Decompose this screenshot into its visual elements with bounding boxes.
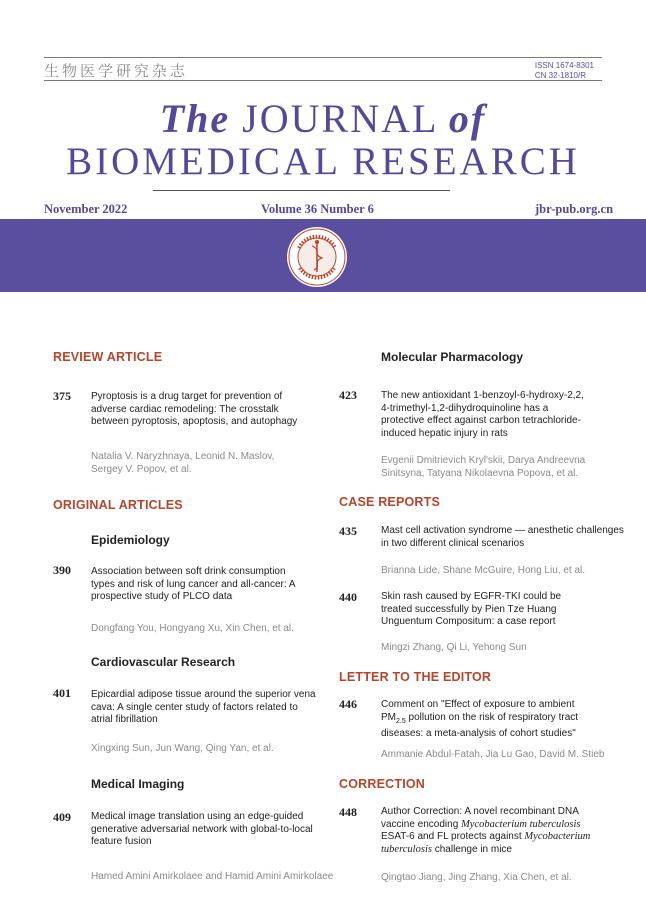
imaging-page-number: 409 xyxy=(53,810,71,824)
header-rule xyxy=(44,80,602,81)
title-journal: JOURNAL xyxy=(242,96,437,141)
case2-article-authors: Mingzi Zhang, Qi Li, Yehong Sun xyxy=(381,642,527,653)
case-reports-heading: CASE REPORTS xyxy=(339,495,441,509)
issn-number: ISSN 1674-8301 xyxy=(534,61,594,70)
case1-page-number: 435 xyxy=(339,524,357,538)
journal-title-line1 xyxy=(0,95,646,142)
cardio-article-authors: Xingxing Sun, Jun Wang, Qing Yan, et al. xyxy=(91,743,274,754)
case1-article-authors: Brianna Lide, Shane McGuire, Hong Liu, et al. xyxy=(381,565,586,576)
subheading-medical-imaging: Medical Imaging xyxy=(91,777,185,791)
issue-date: November 2022 xyxy=(44,202,128,216)
original-articles-heading: ORIGINAL ARTICLES xyxy=(53,498,183,512)
pharm-page-number: 423 xyxy=(339,388,357,402)
review-article-authors: Natalia V. Naryzhnaya, Leonid N. Maslov, Sergey V. Popov, et al. xyxy=(91,451,275,475)
case2-article-title[interactable]: Skin rash caused by EGFR-TKI could be treated successfully by Pien Tze Huang Unguentum Compositum: a case report xyxy=(381,591,562,627)
review-article-title[interactable]: Pyroptosis is a drug target for prevention of adverse cardiac remodeling: The crosstalk between pyroptosis, apoptosis, and autophagy xyxy=(91,391,298,427)
title-of: of xyxy=(448,96,487,141)
epidemiology-article-authors: Dongfang You, Hongyang Xu, Xin Chen, et al. xyxy=(91,623,294,634)
correction-article-authors: Qingtao Jiang, Jing Zhang, Xia Chen, et al. xyxy=(381,872,572,883)
cardio-article-title[interactable]: Epicardial adipose tissue around the superior vena cava: A single center study of factors related to atrial fibrillation xyxy=(91,689,316,725)
issn-block xyxy=(535,61,594,81)
pharm-article-title[interactable]: The new antioxidant 1-benzoyl-6-hydroxy-2,2, 4-trimethyl-1,2-dihydroquinoline has a protective effect against carbon tetrachloride-induced hepatic injury in rats xyxy=(381,390,584,439)
epidemiology-article-title[interactable]: Association between soft drink consumption types and risk of lung cancer and all-cancer: A prospective study of PLCO data xyxy=(91,566,296,602)
issue-volume: Volume 36 Number 6 xyxy=(261,202,374,216)
imaging-article-authors: Hamed Amini Amirkolaee and Hamid Amini Amirkolaee xyxy=(91,871,334,882)
case1-article-title[interactable]: Mast cell activation syndrome — anesthetic challenges in two different clinical scenarios xyxy=(381,525,624,549)
subheading-molecular-pharmacology: Molecular Pharmacology xyxy=(381,350,524,364)
correction-title-part2: ESAT-6 and FL protects against xyxy=(381,831,525,842)
pharm-article-authors: Evgenii Dmitrievich Kryl'skii, Darya Andreevna Sinitsyna, Tatyana Nikolaevna Popova, et al. xyxy=(381,455,586,479)
correction-title-species2: Mycobacterium tuberculosis xyxy=(381,831,591,855)
journal-website[interactable]: jbr-pub.org.cn xyxy=(535,202,614,216)
letter-article-authors: Ammanie Abdul-Fatah, Jia Lu Gao, David M. Stieb xyxy=(381,749,605,760)
correction-title-species1: Mycobacterium tuberculosis xyxy=(461,818,581,830)
journal-title-line2: BIOMEDICAL RESEARCH xyxy=(66,140,580,183)
journal-seal-logo xyxy=(286,226,348,288)
correction-title-part1: Author Correction: A novel recombinant DNA vaccine encoding xyxy=(381,806,579,830)
correction-title-part3: challenge in mice xyxy=(431,843,512,855)
letter-article-title[interactable] xyxy=(381,699,601,741)
imaging-article-title[interactable]: Medical image translation using an edge-guided generative adversarial network with global-to-local feature fusion xyxy=(91,811,313,847)
cn-number: CN 32-1810/R xyxy=(534,71,586,80)
correction-heading: CORRECTION xyxy=(339,777,426,791)
top-rule xyxy=(44,57,602,58)
cardio-page-number: 401 xyxy=(53,686,71,700)
review-page-number: 375 xyxy=(53,389,71,403)
subheading-epidemiology: Epidemiology xyxy=(91,533,170,547)
chinese-journal-title: 生物医学研究杂志 xyxy=(44,62,189,80)
correction-article-title[interactable] xyxy=(381,806,596,856)
letter-to-editor-heading: LETTER TO THE EDITOR xyxy=(339,670,492,684)
letter-title-part2: pollution on the risk of respiratory tract diseases: a meta-analysis of cohort studies" xyxy=(381,711,579,739)
correction-page-number: 448 xyxy=(339,805,357,819)
review-article-heading: REVIEW ARTICLE xyxy=(53,350,163,364)
title-the: The xyxy=(159,96,231,141)
letter-title-subscript: 2.5 xyxy=(396,717,406,725)
epidemiology-page-number: 390 xyxy=(53,563,71,577)
letter-title-part1: Comment on "Effect of exposure to ambient PM xyxy=(381,699,575,723)
case2-page-number: 440 xyxy=(339,590,357,604)
letter-page-number: 446 xyxy=(339,697,357,711)
title-rule xyxy=(153,190,450,191)
subheading-cardiovascular: Cardiovascular Research xyxy=(91,655,236,669)
